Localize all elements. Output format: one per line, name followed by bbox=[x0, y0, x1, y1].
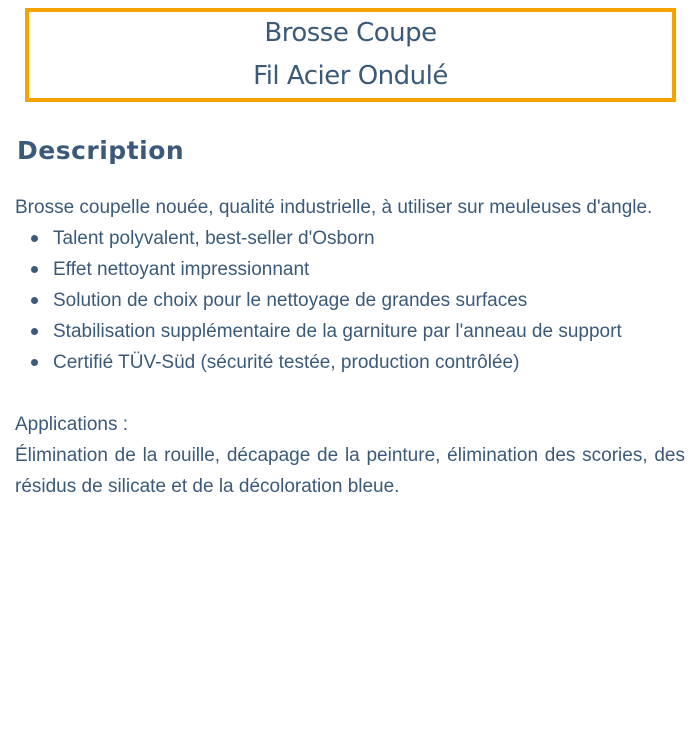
product-title-line-2: Fil Acier Ondulé bbox=[253, 61, 448, 91]
applications-text: Élimination de la rouille, décapage de la peinture, élimination des scories, des résidus de silicate et de la décoloration bleue. bbox=[15, 445, 685, 497]
feature-list-item bbox=[53, 285, 685, 316]
feature-list-item bbox=[53, 316, 685, 347]
product-title-line-1: Brosse Coupe bbox=[264, 18, 437, 48]
feature-list bbox=[15, 223, 685, 378]
feature-text: Certifié TÜV-Süd (sécurité testée, production contrôlée) bbox=[53, 352, 520, 373]
description-content bbox=[15, 192, 685, 502]
feature-list-item bbox=[53, 254, 685, 285]
feature-list-item bbox=[53, 347, 685, 378]
applications-label: Applications : bbox=[15, 414, 129, 435]
section-spacer bbox=[15, 378, 685, 409]
description-intro: Brosse coupelle nouée, qualité industrielle, à utiliser sur meuleuses d'angle. bbox=[15, 197, 653, 218]
description-heading: Description bbox=[17, 136, 185, 165]
bullet-icon bbox=[31, 235, 38, 242]
feature-text: Talent polyvalent, best-seller d'Osborn bbox=[53, 228, 375, 249]
feature-text: Solution de choix pour le nettoyage de grandes surfaces bbox=[53, 290, 528, 311]
feature-list-item bbox=[53, 223, 685, 254]
bullet-icon bbox=[31, 359, 38, 366]
bullet-icon bbox=[31, 297, 38, 304]
feature-text: Effet nettoyant impressionnant bbox=[53, 259, 310, 280]
bullet-icon bbox=[31, 328, 38, 335]
feature-text: Stabilisation supplémentaire de la garniture par l'anneau de support bbox=[53, 321, 622, 342]
bullet-icon bbox=[31, 266, 38, 273]
product-title-box bbox=[25, 8, 676, 102]
